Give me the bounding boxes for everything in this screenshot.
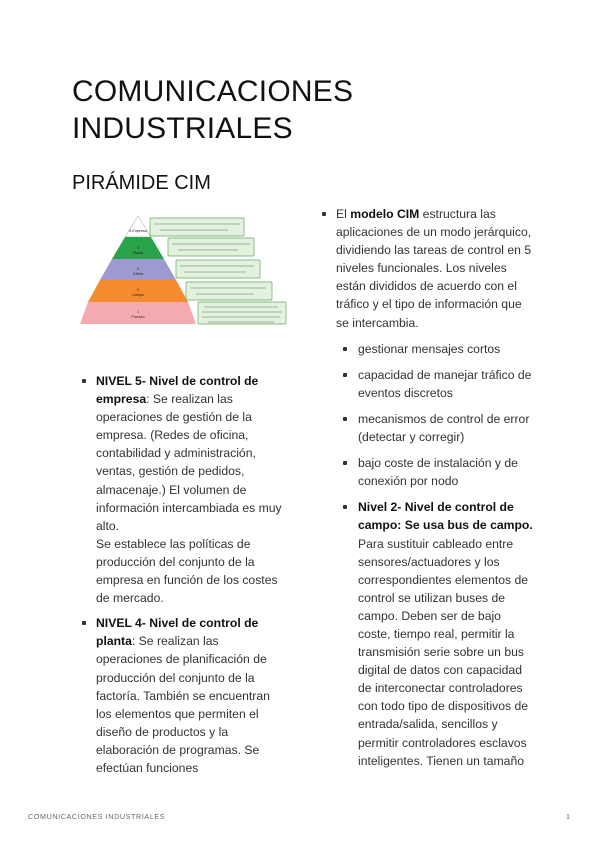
pyramid-num-1: 1 <box>137 310 139 314</box>
levels-list <box>78 372 288 777</box>
pyramid-desc-box-4 <box>168 238 254 256</box>
cim-pyramid-diagram <box>78 213 292 327</box>
pyramid-num-3: 3 <box>137 267 139 271</box>
right-column <box>318 205 533 778</box>
list-item-nivel-2 <box>336 498 533 769</box>
nivel-2-body: Para sustituir cableado entre sensores/actuadores y los correspondientes elementos de control se utilizan buses de campo. Deben ser de bajo coste, tiempo real, permitir la transmisión serie sobre un bus digital de datos con capacidad de interconectar controladores con todo tipo de dispositivos de entrada/salida, sencillos y permitir controladores esclavos inteligentes. Tienen un tamaño <box>358 536 529 768</box>
pyramid-desc-box-1 <box>198 302 286 324</box>
pyramid-label-5: 5 Empresa <box>129 229 147 233</box>
pyramid-label-4: Planta <box>132 251 144 255</box>
intro-bold: modelo CIM <box>350 207 420 221</box>
pyramid-label-1: Proceso <box>131 315 145 319</box>
list-item-intro <box>318 205 533 770</box>
list-item-requirement: bajo coste de instalación y de conexión por nodo <box>336 454 533 490</box>
list-item-requirement: gestionar mensajes cortos <box>336 340 533 358</box>
pyramid-desc-box-3 <box>176 260 260 278</box>
pyramid-num-2: 2 <box>137 288 139 292</box>
section-heading: PIRÁMIDE CIM <box>72 172 211 194</box>
nivel-2-title: Nivel 2- Nivel de control de campo: Se usa bus de campo. <box>358 500 533 533</box>
intro-prefix: El <box>336 207 351 221</box>
nivel-5-body: : Se realizan las operaciones de gestión de la empresa. (Redes de oficina, contabilidad y administración, ventas, gestión de pedidos, almacenaje.) El volumen de información intercambiada es muy alto. <box>96 392 282 533</box>
pyramid-label-3: Célula <box>132 272 144 276</box>
pyramid-desc-box-5 <box>150 218 244 236</box>
intro-text: estructura las aplicaciones de un modo jerárquico, dividiendo las tareas de control en 5 niveles funcionales. Los niveles están divididos de acuerdo con el tráfico y el tipo de información que se intercambia. <box>336 207 532 330</box>
list-item-nivel-5 <box>78 372 288 607</box>
requirements-list <box>336 340 533 770</box>
left-column <box>78 372 288 777</box>
nivel-4-title: NIVEL 4- Nivel de control de planta <box>96 616 259 649</box>
page-footer: COMUNICACIONES INDUSTRIALES <box>28 812 166 821</box>
pyramid-level-5 <box>125 216 151 237</box>
list-item-requirement: mecanismos de control de error (detectar y corregir) <box>336 410 533 446</box>
document-title: COMUNICACIONES INDUSTRIALES <box>72 75 354 145</box>
intro-list <box>318 205 533 770</box>
pyramid-desc-box-2 <box>186 282 272 300</box>
list-item-nivel-4 <box>78 614 288 777</box>
nivel-5-extra: Se establece las políticas de producción del conjunto de la empresa en función de los costes de mercado. <box>96 536 278 606</box>
pyramid-num-4: 4 <box>137 246 139 250</box>
nivel-5-title: NIVEL 5- Nivel de control de empresa <box>96 374 259 407</box>
list-item-requirement: capacidad de manejar tráfico de eventos discretos <box>336 366 533 402</box>
pyramid-label-2: Campo <box>132 293 144 297</box>
page-number: 1 <box>566 812 570 821</box>
nivel-4-body: : Se realizan las operaciones de planificación de producción del conjunto de la factoría. También se encuentran los elementos que permiten el diseño de productos y la elaboración de programas. Se efectúan funciones <box>96 634 270 775</box>
